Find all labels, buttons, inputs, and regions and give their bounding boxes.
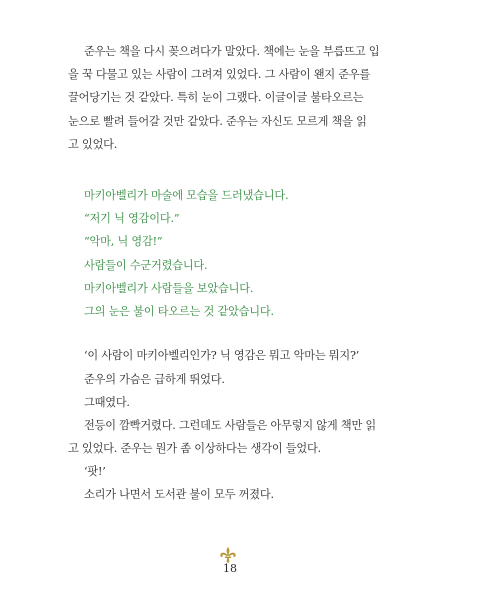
green-line-6: 그의 눈은 불이 타오르는 것 같았습니다. xyxy=(84,305,274,318)
paragraph1-line-3: 끌어당기는 것 같았다. 특히 눈이 그랬다. 이글이글 불타오르는 xyxy=(68,91,364,104)
paragraph2-line-3: 그때였다. xyxy=(84,396,130,409)
green-line-2: “저기 닉 영감이다.” xyxy=(84,212,180,225)
green-line-4: 사람들이 수군거렸습니다. xyxy=(84,259,208,272)
paragraph2-line-2: 준우의 가슴은 급하게 뛰었다. xyxy=(84,373,225,386)
paragraph2-line-5: 고 있었다. 준우는 뭔가 좀 이상하다는 생각이 들었다. xyxy=(68,442,321,455)
paragraph1-line-1: 준우는 책을 다시 꽂으려다가 말았다. 책에는 눈을 부릅뜨고 입 xyxy=(84,45,380,58)
page-number: 18 xyxy=(223,562,237,575)
green-line-1: 마키아벨리가 마술에 모습을 드러냈습니다. xyxy=(84,189,289,202)
paragraph2-line-7: 소리가 나면서 도서관 불이 모두 꺼졌다. xyxy=(84,488,274,501)
green-line-3: “악마, 닉 영감!” xyxy=(84,235,163,248)
paragraph1-line-2: 을 꾹 다물고 있는 사람이 그려져 있었다. 그 사람이 왠지 준우를 xyxy=(68,68,371,81)
paragraph2-line-4: 전등이 깜빡거렸다. 그런데도 사람들은 아무렇지 않게 책만 읽 xyxy=(84,419,377,432)
paragraph2-line-1: ‘이 사람이 마키아벨리인가? 닉 영감은 뭐고 악마는 뭐지?’ xyxy=(84,349,360,362)
green-line-5: 마키아벨리가 사람들을 보았습니다. xyxy=(84,282,254,295)
paragraph1-line-5: 고 있었다. xyxy=(68,138,118,151)
paragraph2-line-6: ‘팟!’ xyxy=(84,465,106,478)
paragraph1-line-4: 눈으로 빨려 들어갈 것만 같았다. 준우는 자신도 모르게 책을 읽 xyxy=(68,115,367,128)
